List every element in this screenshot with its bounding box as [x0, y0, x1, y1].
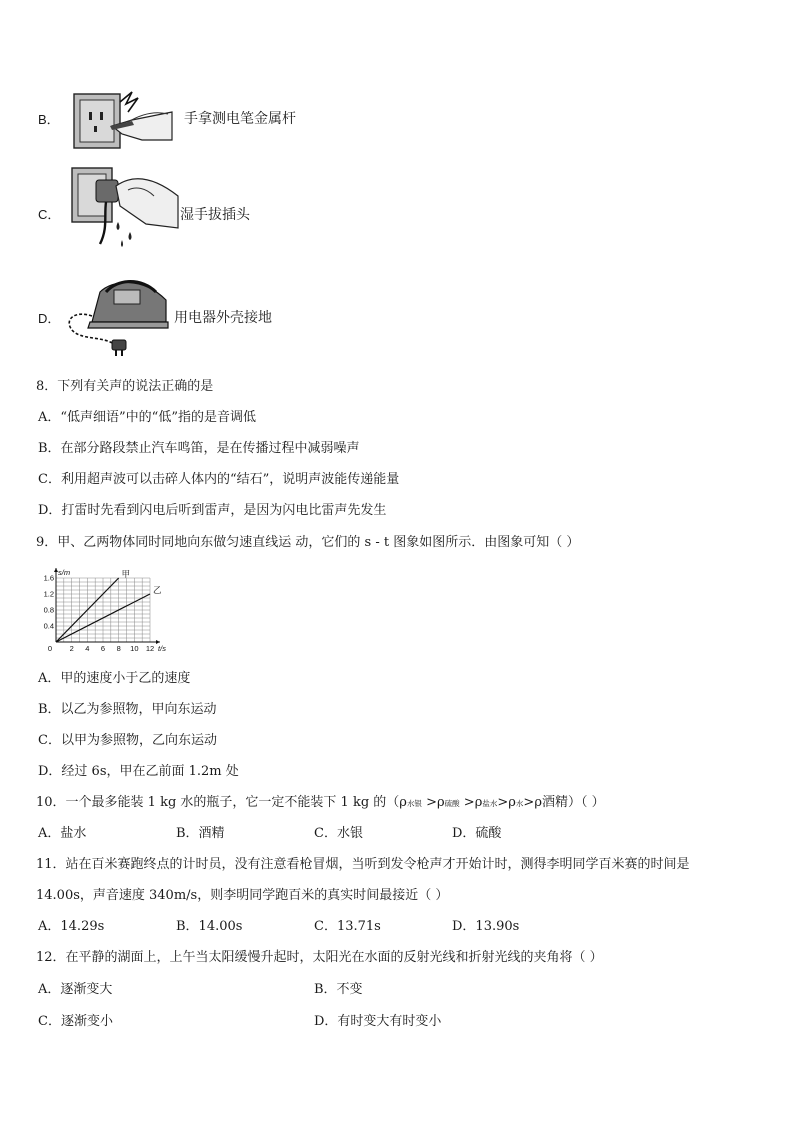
rho-symbol: ρ [474, 795, 483, 810]
rho-symbol: ρ [399, 795, 407, 810]
gt-sign: > [463, 795, 475, 810]
series-label-2: 乙 [153, 585, 162, 595]
q8-option-a: A．“低声细语”中的“低”指的是音调低 [38, 410, 256, 425]
label-layer [44, 568, 167, 653]
q7-option-d-letter: D． [38, 311, 61, 326]
q7-option-c-letter: C． [38, 207, 61, 222]
y-tick-label: 1.2 [43, 589, 54, 599]
x-axis-label: t/s [158, 644, 166, 653]
wet-hand-plug-icon [70, 166, 180, 250]
q11-option-a: A．14.29s [38, 919, 105, 934]
q9-option-c: C．以甲为参照物，乙向东运动 [38, 733, 217, 748]
q9-option-b: B．以乙为参照物，甲向东运动 [38, 702, 217, 717]
st-graph [38, 560, 174, 656]
q7-option-b-text: 手拿测电笔金属杆 [184, 111, 296, 127]
q10-option-d: D．硫酸 [452, 826, 502, 841]
sub-water: 水 [515, 799, 524, 808]
q11-option-d: D．13.90s [452, 919, 520, 934]
series-label-1: 甲 [121, 569, 131, 579]
origin-label: 0 [47, 644, 53, 653]
q8-option-c: C．利用超声波可以击碎人体内的“结石”，说明声波能传递能量 [38, 472, 400, 487]
q10-option-b: B．酒精 [176, 826, 225, 841]
q12-stem: 12．在平静的湖面上，上午当太阳缓慢升起时，太阳光在水面的反射光线和折射光线的夹角将（ ） [36, 950, 603, 965]
q10-option-c: C．水银 [314, 826, 363, 841]
q7-option-c-text: 湿手拔插头 [180, 207, 250, 223]
rho-symbol: ρ [436, 795, 445, 810]
q10-option-a: A．盐水 [38, 826, 87, 841]
q11-option-c: C．13.71s [314, 919, 381, 934]
socket-hand-pen-icon [72, 90, 174, 152]
sub-acid: 硫酸 [444, 799, 460, 808]
iron-ground-icon [62, 270, 172, 358]
gt-sign: > [523, 795, 535, 810]
st-graph-svg [38, 560, 174, 656]
q8-stem: 8．下列有关声的说法正确的是 [36, 379, 214, 394]
x-tick-label: 2 [69, 644, 74, 653]
rho-symbol: ρ [508, 795, 516, 810]
q12-option-d: D．有时变大有时变小 [314, 1014, 442, 1029]
sub-mercury: 水银 [406, 799, 422, 808]
y-axis-label: s/m [58, 568, 71, 577]
x-tick-label: 12 [145, 644, 155, 653]
q12-option-c: C．逐渐变小 [38, 1014, 113, 1029]
q9-stem: 9．甲、乙两物体同时同地向东做匀速直线运 动，它们的 s - t 图象如图所示．由图象可知（ ） [36, 535, 580, 550]
q12-option-b: B．不变 [314, 982, 363, 997]
y-tick-label: 0.4 [43, 621, 54, 631]
x-tick-label: 8 [116, 644, 121, 653]
grid-layer [56, 578, 150, 642]
rho-symbol: ρ [534, 795, 542, 810]
q7-option-b-letter: B． [38, 112, 60, 127]
q10-stem-b: 酒精）（ ） [541, 795, 605, 810]
gt-sign: > [497, 795, 509, 810]
q11-stem-line2: 14.00s，声音速度 340m/s，则李明同学跑百米的真实时间最接近（ ） [36, 888, 449, 903]
y-tick-label: 0.8 [43, 605, 54, 615]
gt-sign: > [426, 795, 437, 810]
q11-stem-line1: 11．站在百米赛跑终点的计时员，没有注意看枪冒烟，当听到发令枪声才开始计时，测得李明同学百米赛的时间是 [36, 857, 690, 872]
q10-stem-a: 10．一个最多能装 1 kg 水的瓶子，它一定不能装下 1 kg 的（ [36, 795, 400, 810]
q10-stem [36, 791, 605, 810]
q12-option-a: A．逐渐变大 [38, 982, 113, 997]
x-tick-label: 10 [130, 644, 139, 653]
q8-option-b: B．在部分路段禁止汽车鸣笛，是在传播过程中减弱噪声 [38, 441, 360, 456]
sub-brine: 盐水 [482, 799, 498, 808]
q7-option-d-text: 用电器外壳接地 [174, 310, 272, 326]
q8-option-d: D．打雷时先看到闪电后听到雷声，是因为闪电比雷声先发生 [38, 503, 387, 518]
q9-option-d: D．经过 6s，甲在乙前面 1.2m 处 [38, 764, 239, 779]
x-tick-label: 6 [100, 644, 106, 653]
x-tick-label: 4 [85, 644, 90, 653]
q11-option-b: B．14.00s [176, 919, 243, 934]
y-tick-label: 1.6 [43, 573, 54, 583]
q9-option-a: A．甲的速度小于乙的速度 [38, 671, 191, 686]
